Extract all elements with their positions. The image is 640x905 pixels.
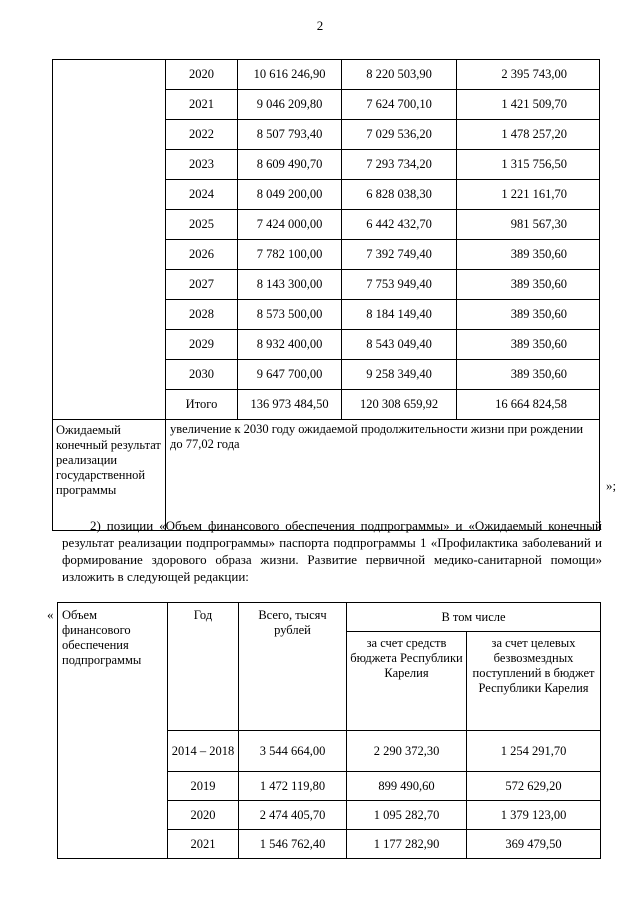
amendment-paragraph: 2) позиции «Объем финансового обеспечения подпрограммы» и «Ожидаемый конечный результат реализации подпрограммы» паспорта подпрограммы 1 «Профилактика заболеваний и формирование здорового образа жизни. Развитие первичной медико-санитарной помощи» изложить в следующей редакции: [62,518,602,584]
grants-cell: 572 629,20 [467,772,601,801]
header-including: В том числе [347,603,601,632]
total-cell: 3 544 664,00 [239,731,347,772]
subprogram-label: Объем финансового обеспечения подпрограммы [58,603,168,859]
year-cell: 2021 [166,90,238,120]
grants-cell: 1 421 509,70 [457,90,600,120]
year-cell: 2020 [168,801,239,830]
year-cell: 2028 [166,300,238,330]
total-cell: 7 782 100,00 [238,240,342,270]
budget-cell: 7 293 734,20 [342,150,457,180]
budget-cell: 120 308 659,92 [342,390,457,420]
result-text: увеличение к 2030 году ожидаемой продолжительности жизни при рождении до 77,02 года [166,420,600,531]
year-cell: 2025 [166,210,238,240]
total-cell: 10 616 246,90 [238,60,342,90]
budget-cell: 1 177 282,90 [347,830,467,859]
year-cell: 2019 [168,772,239,801]
grants-cell: 16 664 824,58 [457,390,600,420]
budget-cell: 2 290 372,30 [347,731,467,772]
result-label: Ожидаемый конечный результат реализации государственной программы [53,420,166,531]
budget-cell: 899 490,60 [347,772,467,801]
closing-quote: »; [606,478,617,493]
year-cell: 2021 [168,830,239,859]
grants-cell: 389 350,60 [457,300,600,330]
total-cell: 7 424 000,00 [238,210,342,240]
budget-cell: 7 029 536,20 [342,120,457,150]
header-grants: за счет целевых безвозмездных поступлений в бюджет Республики Карелия [467,632,601,731]
header-budget: за счет средств бюджета Республики Карелия [347,632,467,731]
grants-cell: 389 350,60 [457,330,600,360]
header-year: Год [168,603,239,731]
grants-cell: 369 479,50 [467,830,601,859]
budget-cell: 6 442 432,70 [342,210,457,240]
total-cell: 1 546 762,40 [239,830,347,859]
year-cell: 2024 [166,180,238,210]
grants-cell: 389 350,60 [457,360,600,390]
grants-cell: 389 350,60 [457,270,600,300]
grants-cell: 1 254 291,70 [467,731,601,772]
opening-quote: « [47,607,54,622]
total-cell: 9 647 700,00 [238,360,342,390]
total-cell: 1 472 119,80 [239,772,347,801]
total-cell: 136 973 484,50 [238,390,342,420]
financing-table-subprogram [57,602,601,859]
year-cell: 2029 [166,330,238,360]
total-cell: 8 049 200,00 [238,180,342,210]
total-cell: 8 573 500,00 [238,300,342,330]
budget-cell: 8 543 049,40 [342,330,457,360]
budget-cell: 7 624 700,10 [342,90,457,120]
total-cell: 9 046 209,80 [238,90,342,120]
grants-cell: 1 379 123,00 [467,801,601,830]
year-cell: 2030 [166,360,238,390]
total-label-cell: Итого [166,390,238,420]
budget-cell: 8 220 503,90 [342,60,457,90]
grants-cell: 2 395 743,00 [457,60,600,90]
header-total: Всего, тысяч рублей [239,603,347,731]
year-cell: 2027 [166,270,238,300]
grants-cell: 1 315 756,50 [457,150,600,180]
year-cell: 2020 [166,60,238,90]
budget-cell: 9 258 349,40 [342,360,457,390]
budget-cell: 1 095 282,70 [347,801,467,830]
budget-cell: 7 753 949,40 [342,270,457,300]
grants-cell: 1 221 161,70 [457,180,600,210]
year-cell: 2023 [166,150,238,180]
table-row [53,60,600,90]
grants-cell: 981 567,30 [457,210,600,240]
grants-cell: 389 350,60 [457,240,600,270]
budget-cell: 6 828 038,30 [342,180,457,210]
result-row [53,420,600,531]
year-cell: 2014 – 2018 [168,731,239,772]
budget-cell: 8 184 149,40 [342,300,457,330]
financing-table-program [52,59,600,531]
page-number: 2 [316,18,324,33]
total-cell: 8 507 793,40 [238,120,342,150]
total-cell: 8 932 400,00 [238,330,342,360]
budget-cell: 7 392 749,40 [342,240,457,270]
total-cell: 8 143 300,00 [238,270,342,300]
year-cell: 2022 [166,120,238,150]
grants-cell: 1 478 257,20 [457,120,600,150]
total-cell: 8 609 490,70 [238,150,342,180]
total-cell: 2 474 405,70 [239,801,347,830]
year-cell: 2026 [166,240,238,270]
empty-label-cell [53,60,166,420]
